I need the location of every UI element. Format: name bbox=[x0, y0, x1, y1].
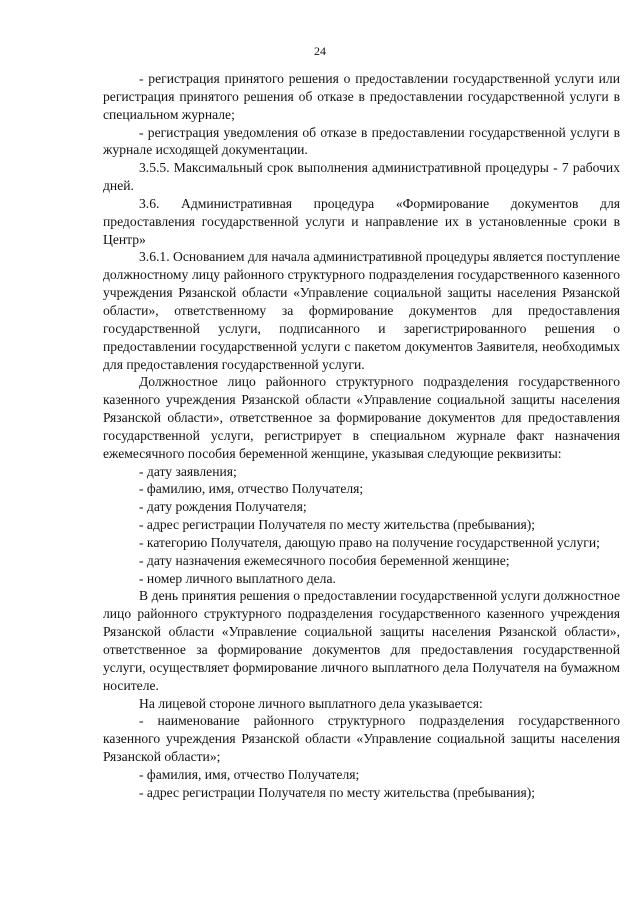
paragraph-registration-refusal-notice: - регистрация уведомления об отказе в предоставлении государственной услуги в журнале исходящей документации. bbox=[103, 124, 620, 158]
list-item-allowance-date: - дату назначения ежемесячного пособия беременной женщине; bbox=[139, 552, 510, 568]
paragraph-file-formation: В день принятия решения о предоставлении государственной услуги должностное лицо районного структурного подразделения государственного казенного учреждения Рязанской области «Управление социальной защиты населения Рязанской области», ответственное за формирование документов для предоставления государственной услуги, осуществляет формирование личного выплатного дела Получателя на бумажном носителе. bbox=[103, 588, 620, 693]
document-body bbox=[103, 70, 620, 802]
list-item-recipient-address: - адрес регистрации Получателя по месту жительства (пребывания); bbox=[139, 784, 536, 800]
paragraph-registration-decision: - регистрация принятого решения о предоставлении государственной услуги или регистрация принятого решения об отказе в предоставлении государственной услуги в специальном журнале; bbox=[103, 71, 620, 122]
list-item-category: - категорию Получателя, дающую право на получение государственной услуги; bbox=[139, 534, 600, 550]
list-item-birth-date: - дату рождения Получателя; bbox=[139, 499, 307, 515]
list-item-file-number: - номер личного выплатного дела. bbox=[139, 570, 336, 586]
list-item-subdivision-name: - наименование районного структурного подразделения государственного казенного учреждения Рязанской области «Управление социальной защиты населения Рязанской области»; bbox=[103, 713, 620, 765]
page-number: 24 bbox=[314, 44, 326, 58]
paragraph-3-6-1: 3.6.1. Основанием для начала административной процедуры является поступление должностному лицу районного структурного подразделения государственного казенного учреждения Рязанской области «Управление социальной защиты населения Рязанской области», ответственному за формирование документов для предоставления государственной услуги, подписанного и зарегистрированного решения о предоставлении государственной услуги с пакетом документов Заявителя, необходимых для предоставления государственной услуги. bbox=[103, 249, 620, 372]
list-item-application-date: - дату заявления; bbox=[139, 463, 237, 479]
list-item-recipient-name: - фамилия, имя, отчество Получателя; bbox=[139, 766, 360, 782]
list-item-address: - адрес регистрации Получателя по месту жительства (пребывания); bbox=[139, 517, 536, 533]
paragraph-3-6-heading: 3.6. Административная процедура «Формирование документов для предоставления государственной услуги и направление их в установленные сроки в Центр» bbox=[103, 195, 620, 247]
list-item-full-name: - фамилию, имя, отчество Получателя; bbox=[139, 481, 364, 497]
paragraph-3-5-5: 3.5.5. Максимальный срок выполнения административной процедуры - 7 рабочих дней. bbox=[103, 160, 620, 194]
paragraph-file-cover: На лицевой стороне личного выплатного дела указывается: bbox=[139, 695, 483, 711]
paragraph-official-registers: Должностное лицо районного структурного подразделения государственного казенного учреждения Рязанской области «Управление социальной защиты населения Рязанской области», ответственное за формирование документов для предоставления государственной услуги, регистрирует в специальном журнале факт назначения ежемесячного пособия беременной женщине, указывая следующие реквизиты: bbox=[103, 374, 620, 461]
